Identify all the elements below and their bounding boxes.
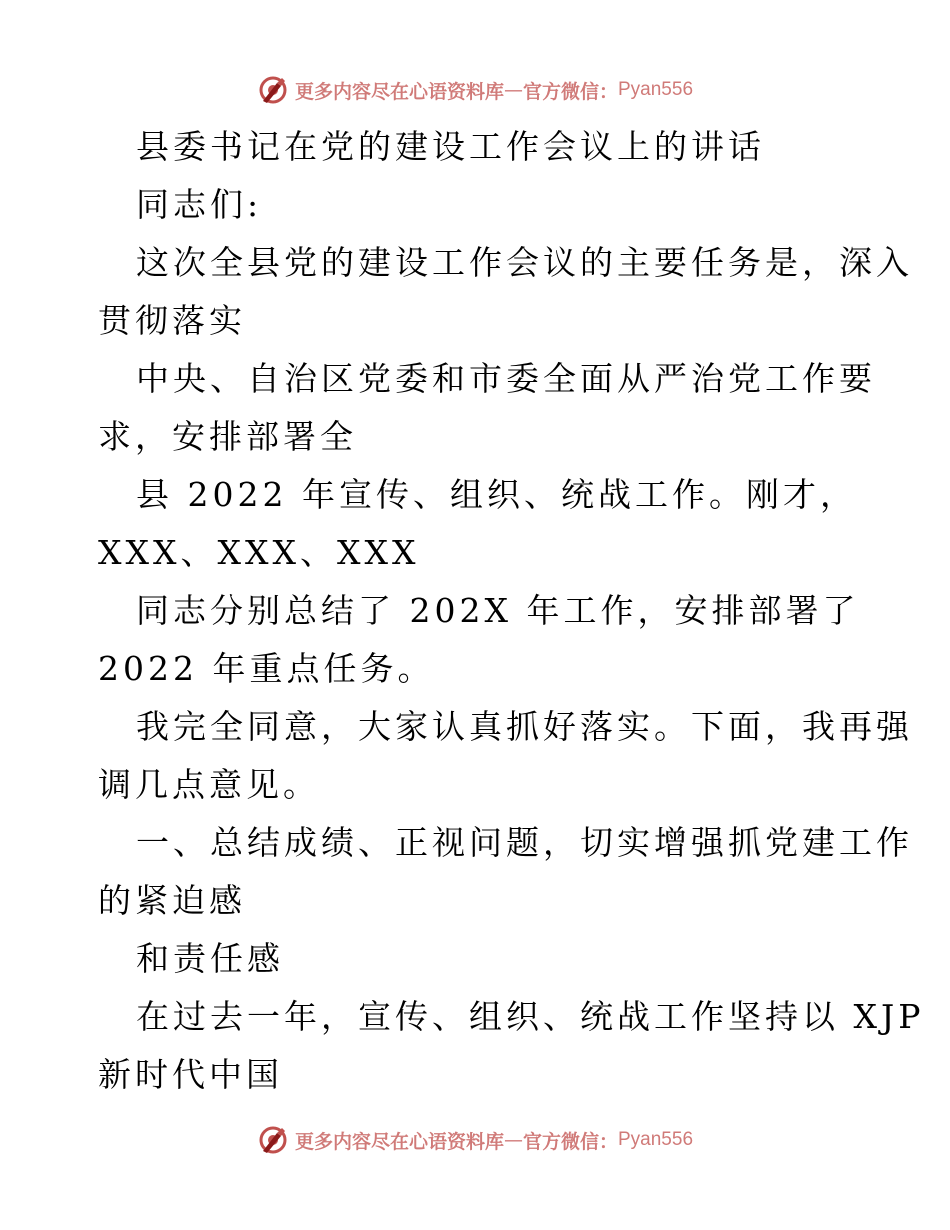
watermark-main-text: 更多内容尽在心语资料库	[294, 80, 504, 103]
watermark-banner-top	[0, 70, 950, 110]
paragraph-line: 县 2022 年宣传、组织、统战工作。刚才，	[136, 475, 857, 514]
watermark-main-text: 更多内容尽在心语资料库	[294, 1130, 504, 1153]
pen-circle-logo-icon	[257, 1124, 289, 1156]
paragraph-line: 调几点意见。	[98, 765, 320, 804]
section-heading-continued: 的紧迫感	[98, 881, 246, 920]
paragraph-line: 求，安排部署全	[98, 417, 357, 456]
paragraph-line: 这次全县党的建设工作会议的主要任务是，深入	[136, 243, 913, 282]
paragraph-line: 中央、自治区党委和市委全面从严治党工作要	[136, 359, 876, 398]
paragraph-line: 贯彻落实	[98, 301, 246, 340]
watermark-separator: —	[503, 1129, 523, 1151]
section-heading-continued: 和责任感	[136, 939, 284, 978]
watermark-separator: —	[503, 79, 523, 101]
paragraph-line: 在过去一年，宣传、组织、统战工作坚持以 XJP	[136, 997, 925, 1036]
watermark-wechat-id: Pyan556	[618, 79, 694, 100]
paragraph-line: 同志分别总结了 202X 年工作，安排部署了	[136, 591, 860, 630]
watermark-wechat-label: 官方微信：	[522, 80, 618, 103]
section-heading: 一、总结成绩、正视问题，切实增强抓党建工作	[136, 823, 913, 862]
watermark-banner-bottom	[0, 1120, 950, 1160]
watermark-wechat-label: 官方微信：	[522, 1130, 618, 1153]
document-body	[98, 118, 925, 1104]
pen-circle-logo-icon	[257, 74, 289, 106]
paragraph-line: XXX、XXX、XXX	[98, 533, 420, 572]
paragraph-line: 我完全同意，大家认真抓好落实。下面，我再强	[136, 707, 913, 746]
salutation: 同志们:	[136, 185, 263, 224]
paragraph-line: 2022 年重点任务。	[98, 649, 435, 688]
paragraph-line: 新时代中国	[98, 1055, 283, 1094]
watermark-wechat-id: Pyan556	[618, 1129, 694, 1150]
document-title: 县委书记在党的建设工作会议上的讲话	[136, 127, 765, 166]
